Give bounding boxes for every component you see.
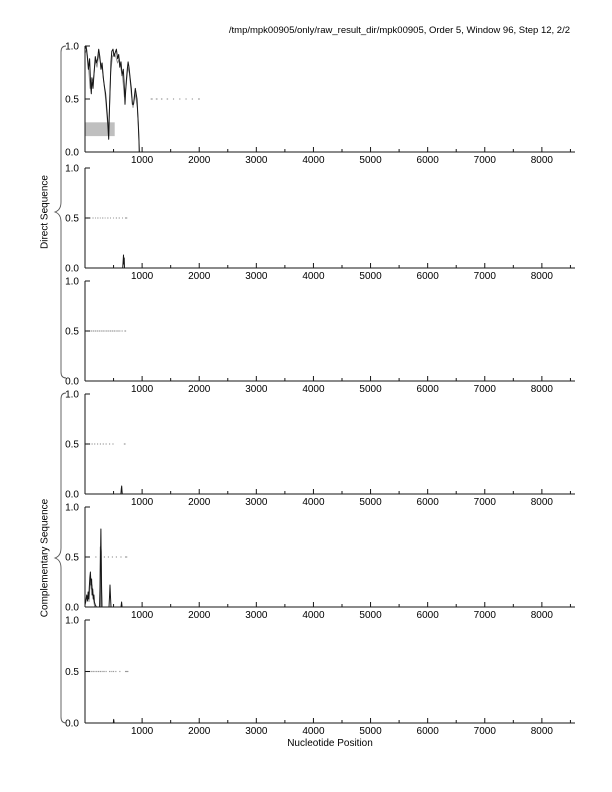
x-tick-label: 2000 (188, 497, 211, 508)
signal-line (85, 529, 575, 607)
y-tick-label: 0.0 (65, 489, 79, 501)
x-tick-label: 4000 (302, 271, 325, 282)
x-tick-label: 6000 (416, 155, 439, 166)
x-tick-label: 7000 (473, 384, 496, 395)
y-tick-label: 1.0 (65, 389, 79, 401)
x-tick-label: 7000 (473, 271, 496, 282)
x-tick-label: 3000 (245, 271, 268, 282)
x-tick-label: 3000 (245, 384, 268, 395)
x-tick-label: 5000 (359, 610, 382, 621)
x-tick-label: 1000 (130, 726, 154, 737)
x-tick-label: 2000 (188, 384, 211, 395)
panel-complementary-2 (65, 503, 575, 622)
group-label-direct-sequence: Direct Sequence (39, 175, 51, 249)
y-tick-label: 0.5 (65, 667, 79, 678)
signal-line (85, 255, 575, 268)
x-axis-label: Nucleotide Position (287, 738, 373, 749)
x-tick-label: 4000 (302, 384, 325, 395)
x-tick-label: 7000 (473, 497, 496, 508)
group-label-complementary-sequence: Complementary Sequence (39, 498, 51, 618)
y-tick-label: 1.0 (65, 276, 79, 288)
x-tick-label: 5000 (359, 726, 382, 737)
x-tick-label: 5000 (359, 155, 382, 166)
y-tick-label: 0.0 (65, 602, 79, 614)
x-tick-label: 3000 (245, 497, 268, 508)
x-tick-label: 1000 (130, 497, 154, 508)
x-tick-label: 8000 (530, 726, 554, 737)
x-tick-label: 3000 (245, 726, 268, 737)
signal-line (85, 49, 139, 152)
x-tick-label: 8000 (530, 271, 554, 282)
y-tick-label: 1.0 (65, 615, 79, 627)
x-tick-label: 2000 (188, 271, 211, 282)
x-tick-label: 5000 (359, 497, 382, 508)
y-tick-label: 0.0 (65, 147, 79, 159)
x-tick-label: 1000 (130, 384, 154, 395)
y-tick-label: 0.5 (65, 439, 79, 451)
x-tick-label: 6000 (416, 497, 439, 508)
y-tick-label: 0.0 (65, 263, 79, 275)
x-tick-label: 5000 (359, 271, 382, 282)
x-tick-label: 8000 (530, 155, 554, 166)
panel-complementary-3 (65, 616, 575, 738)
x-tick-label: 8000 (530, 610, 554, 621)
y-tick-label: 1.0 (65, 41, 79, 53)
x-tick-label: 5000 (359, 384, 382, 395)
y-tick-label: 0.5 (65, 94, 79, 106)
x-tick-label: 6000 (416, 726, 439, 737)
panel-direct-1 (65, 42, 575, 167)
x-tick-label: 4000 (302, 610, 325, 621)
x-tick-label: 8000 (530, 384, 554, 395)
y-tick-label: 0.0 (65, 718, 79, 730)
plot-title: /tmp/mpk00905/only/raw_result_dir/mpk00905, Order 5, Window 96, Step 12, 2/2 (228, 25, 570, 36)
signal-line (85, 719, 575, 723)
x-tick-label: 8000 (530, 497, 554, 508)
x-tick-label: 7000 (473, 155, 496, 166)
x-tick-label: 1000 (130, 271, 154, 282)
x-tick-label: 6000 (416, 271, 439, 282)
x-tick-label: 7000 (473, 610, 496, 621)
signal-line (85, 46, 575, 152)
x-tick-label: 3000 (245, 610, 268, 621)
x-tick-label: 4000 (302, 155, 325, 166)
x-tick-label: 6000 (416, 610, 439, 621)
signal-line (85, 486, 575, 494)
x-tick-label: 4000 (302, 497, 325, 508)
highlight-box (85, 122, 115, 136)
x-tick-label: 1000 (130, 610, 154, 621)
panel-complementary-1 (65, 390, 575, 509)
x-tick-label: 4000 (302, 726, 325, 737)
y-tick-label: 0.5 (65, 213, 79, 225)
y-tick-label: 0.0 (65, 376, 79, 388)
x-tick-label: 2000 (188, 726, 211, 737)
x-tick-label: 2000 (188, 155, 211, 166)
x-tick-label: 3000 (245, 155, 268, 166)
panel-direct-3 (65, 277, 575, 396)
x-tick-label: 2000 (188, 610, 211, 621)
y-tick-label: 1.0 (65, 502, 79, 514)
y-tick-label: 1.0 (65, 163, 79, 175)
y-tick-label: 0.5 (65, 552, 79, 564)
x-tick-label: 1000 (130, 155, 154, 166)
y-tick-label: 0.5 (65, 326, 79, 338)
panel-direct-2 (65, 164, 575, 283)
x-tick-label: 7000 (473, 726, 496, 737)
x-tick-label: 6000 (416, 384, 439, 395)
